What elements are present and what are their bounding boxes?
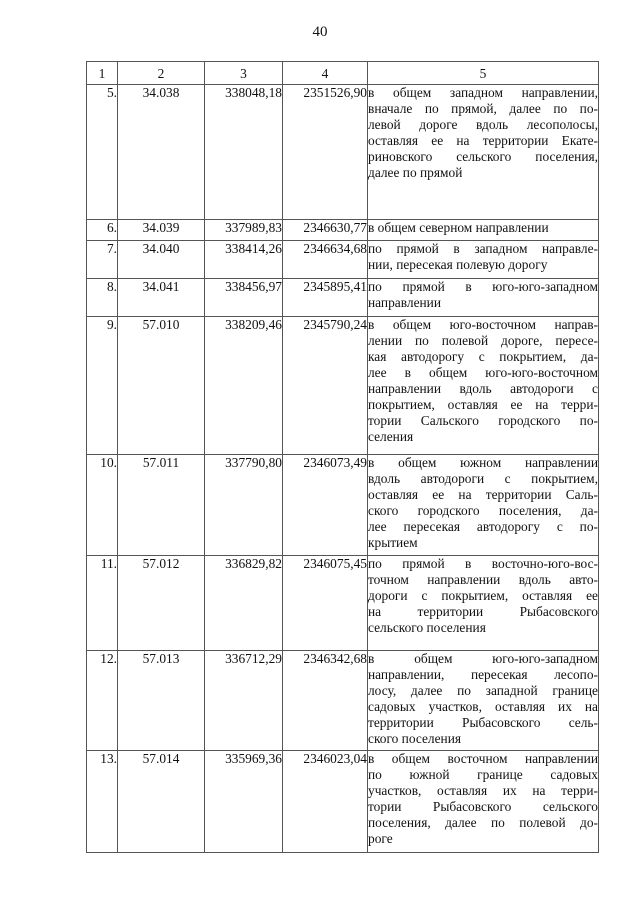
description-line: лении по полевой дороге, пересе- [368,333,598,348]
description-line: по южной границе садовых [368,767,598,782]
x-coordinate-cell: 338414,26 [205,241,283,279]
x-coordinate-cell: 336712,29 [205,651,283,751]
row-number-cell: 7. [87,241,118,279]
description-line: дороги с покрытием, оставляя ее [368,588,598,603]
description-line: лее пересекая автодорогу с по- [368,519,598,534]
table-row [87,751,599,853]
row-number-cell: 6. [87,220,118,241]
description-line: кая автодорогу с покрытием, да- [368,349,598,364]
description-line: тории Сальского городского по- [368,413,598,428]
description-line: селения [368,429,414,444]
point-code-cell: 34.038 [118,85,205,220]
description-line: нии, пересекая полевую дорогу [368,257,548,272]
point-code-cell: 57.011 [118,455,205,556]
column-header: 4 [283,62,368,85]
description-line: лее в общем юго-юго-восточном [368,365,598,380]
y-coordinate-cell: 2346023,04 [283,751,368,853]
description-cell [368,241,599,279]
description-line: поселения, далее по полевой до- [368,815,598,830]
point-code-cell: 57.014 [118,751,205,853]
description-line: точном направлении вдоль авто- [368,572,598,587]
table-row [87,279,599,317]
coordinates-table [86,61,599,853]
description-line: в общем северном направлении [368,220,549,235]
column-header: 2 [118,62,205,85]
y-coordinate-cell: 2346630,77 [283,220,368,241]
description-line: участков, оставляя их на терри- [368,783,598,798]
x-coordinate-cell: 335969,36 [205,751,283,853]
description-cell [368,651,599,751]
description-line: оставляя ее на территории Саль- [368,487,598,502]
point-code-cell: 34.040 [118,241,205,279]
y-coordinate-cell: 2346075,45 [283,556,368,651]
x-coordinate-cell: 338048,18 [205,85,283,220]
table-row [87,651,599,751]
description-line: покрытием, оставляя ее на терри- [368,397,598,412]
x-coordinate-cell: 337790,80 [205,455,283,556]
description-line: в общем западном направлении, [368,85,598,100]
point-code-cell: 57.012 [118,556,205,651]
point-code-cell: 34.041 [118,279,205,317]
description-cell [368,220,599,241]
x-coordinate-cell: 336829,82 [205,556,283,651]
description-line: ского городского поселения, да- [368,503,598,518]
description-line: тории Рыбасовского сельского [368,799,598,814]
description-line: в общем восточном направлении [368,751,598,766]
y-coordinate-cell: 2351526,90 [283,85,368,220]
description-line: по прямой в юго-юго-западном [368,279,598,294]
table-row [87,85,599,220]
description-line: в общем юго-восточном направ- [368,317,598,332]
table-row [87,220,599,241]
description-line: роге [368,831,393,846]
x-coordinate-cell: 338209,46 [205,317,283,455]
description-line: направлении [368,295,442,310]
table-header-row [87,62,599,85]
table-row [87,556,599,651]
description-line: на территории Рыбасовского [368,604,598,619]
y-coordinate-cell: 2345790,24 [283,317,368,455]
x-coordinate-cell: 338456,97 [205,279,283,317]
description-line: в общем южном направлении [368,455,598,470]
description-line: далее по прямой [368,165,463,180]
description-line: по прямой в восточно-юго-вос- [368,556,598,571]
description-line: крытием [368,535,418,550]
description-line: направлении, пересекая лесопо- [368,667,598,682]
description-line: риновского сельского поселения, [368,149,598,164]
row-number-cell: 10. [87,455,118,556]
description-line: левой дороге вдоль лесополосы, [368,117,598,132]
y-coordinate-cell: 2345895,41 [283,279,368,317]
row-number-cell: 8. [87,279,118,317]
page-number: 40 [312,24,328,40]
description-line: садовых участков, оставляя их на [368,699,598,714]
description-cell [368,317,599,455]
description-cell [368,279,599,317]
y-coordinate-cell: 2346073,49 [283,455,368,556]
description-line: вначале по прямой, далее по по- [368,101,598,116]
description-line: лосу, далее по западной границе [368,683,598,698]
row-number-cell: 13. [87,751,118,853]
row-number-cell: 11. [87,556,118,651]
description-line: ского поселения [368,731,462,746]
table-row [87,241,599,279]
description-line: по прямой в западном направле- [368,241,598,256]
row-number-cell: 12. [87,651,118,751]
table-row [87,317,599,455]
table-row [87,455,599,556]
row-number-cell: 9. [87,317,118,455]
description-line: в общем юго-юго-западном [368,651,598,666]
description-line: территории Рыбасовского сель- [368,715,598,730]
column-header: 3 [205,62,283,85]
table-body [87,85,599,853]
point-code-cell: 57.010 [118,317,205,455]
y-coordinate-cell: 2346634,68 [283,241,368,279]
x-coordinate-cell: 337989,83 [205,220,283,241]
point-code-cell: 34.039 [118,220,205,241]
description-cell [368,85,599,220]
description-line: оставляя ее на территории Екате- [368,133,598,148]
description-cell [368,556,599,651]
point-code-cell: 57.013 [118,651,205,751]
description-line: направлении вдоль автодороги с [368,381,598,396]
description-cell [368,751,599,853]
description-cell [368,455,599,556]
description-line: сельского поселения [368,620,486,635]
column-header: 5 [368,62,599,85]
description-line: вдоль автодороги с покрытием, [368,471,598,486]
y-coordinate-cell: 2346342,68 [283,651,368,751]
row-number-cell: 5. [87,85,118,220]
column-header: 1 [87,62,118,85]
